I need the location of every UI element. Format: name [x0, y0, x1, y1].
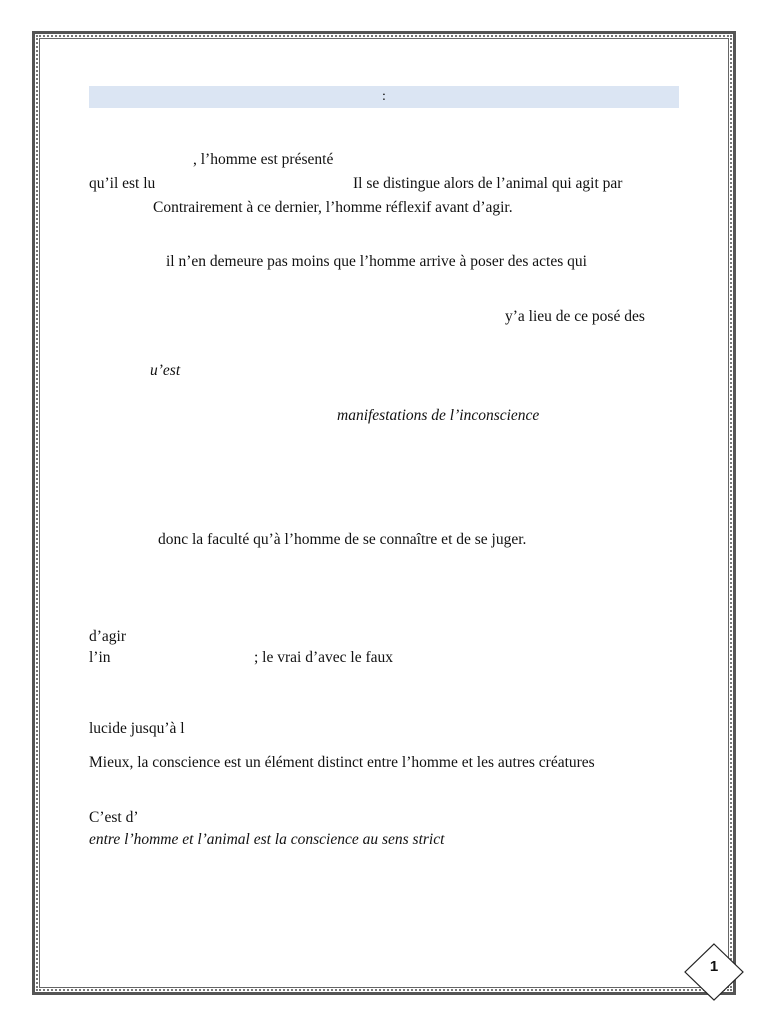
page-number-badge [683, 943, 729, 989]
text-line-14: entre l’homme et l’animal est la conscience au sens strict [89, 831, 445, 848]
text-line-10a: l’in [89, 649, 111, 666]
text-line-10b: ; le vrai d’avec le faux [254, 649, 393, 666]
text-line-5: y’a lieu de ce posé des [505, 308, 645, 325]
text-line-3: Contrairement à ce dernier, l’homme réflexif avant d’agir. [153, 199, 513, 216]
text-line-13: C’est d’ [89, 809, 139, 826]
text-line-6: u’est [150, 362, 181, 379]
text-line-12: Mieux, la conscience est un élément distinct entre l’homme et les autres créatures [89, 754, 595, 771]
text-line-2a: qu’il est lu [89, 175, 156, 192]
text-line-1: , l’homme est présenté [193, 151, 334, 168]
text-line-9: d’agir [89, 628, 127, 645]
text-line-8: donc la faculté qu’à l’homme de se connaître et de se juger. [158, 531, 527, 548]
page-number: 1 [709, 958, 719, 975]
text-line-7: manifestations de l’inconscience [337, 407, 540, 424]
text-line-11: lucide jusqu’à l [89, 720, 185, 737]
text-line-2b: Il se distingue alors de l’animal qui agit par [353, 175, 623, 192]
text-line-4: il n’en demeure pas moins que l’homme arrive à poser des actes qui [166, 253, 587, 270]
section-heading: : [89, 86, 679, 108]
